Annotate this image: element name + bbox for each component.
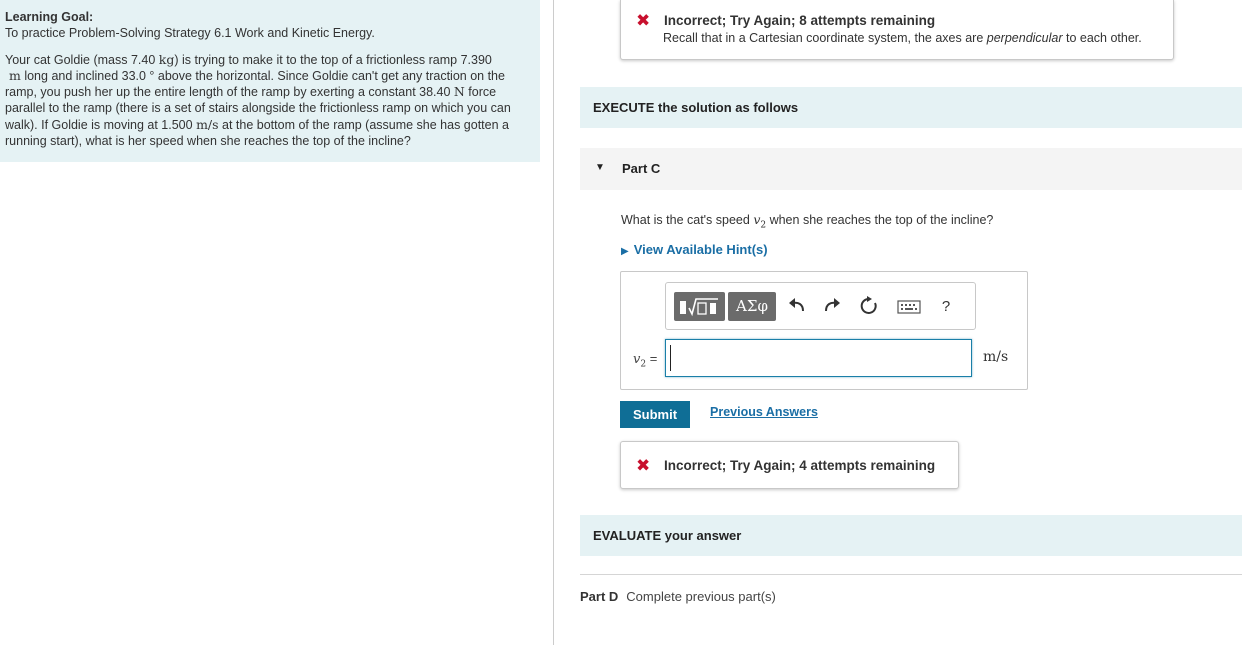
question-text-part: when she reaches the top of the incline? — [766, 213, 994, 227]
unit-kg: kg — [158, 51, 175, 67]
unit-n: N — [453, 84, 465, 100]
variable-subscript: 2 — [760, 220, 767, 231]
x-icon: ✖ — [636, 456, 651, 475]
math-toolbar — [665, 282, 976, 330]
part-d-label: Part D — [580, 589, 619, 604]
part-c-label: Part C — [622, 161, 661, 176]
collapse-triangle-icon[interactable]: ▼ — [595, 162, 605, 173]
question-text-part: What is the cat's speed — [621, 213, 754, 227]
feedback-title: Incorrect; Try Again; 8 attempts remaining — [664, 13, 936, 28]
variable-v: v — [633, 352, 641, 367]
part-d-status: Complete previous part(s) — [626, 589, 776, 604]
learning-goal-panel — [0, 0, 540, 162]
greek-symbols-button[interactable]: ΑΣφ — [728, 292, 776, 321]
problem-text: ) is trying to make it to the top of a frictionless ramp 7.390 — [174, 52, 492, 67]
answer-input[interactable] — [665, 339, 972, 377]
part-c-header[interactable] — [580, 148, 1242, 190]
previous-answers-link[interactable]: Previous Answers — [710, 405, 818, 419]
part-d-divider — [580, 574, 1242, 575]
unit-m: m — [9, 67, 21, 83]
reset-icon[interactable] — [858, 295, 880, 317]
keyboard-icon[interactable] — [897, 298, 921, 316]
text-caret — [670, 345, 671, 371]
templates-button[interactable] — [674, 292, 725, 321]
problem-text: Your cat Goldie (mass 7.40 — [5, 52, 159, 67]
problem-text: long and inclined 33.0 ° above the horizontal. Since Goldie can't get any traction on the ramp, you push her up the entire length of the ramp by exerting a constant 38.40 — [5, 68, 505, 100]
feedback-title: Incorrect; Try Again; 4 attempts remaining — [664, 458, 936, 473]
learning-goal-subtitle: To practice Problem-Solving Strategy 6.1 Work and Kinetic Energy. — [5, 26, 375, 41]
feedback-message-text: Recall that in a Cartesian coordinate system, the axes are — [663, 31, 987, 45]
evaluate-section-header: EVALUATE your answer — [580, 515, 1242, 556]
column-divider — [553, 0, 554, 645]
question-text — [621, 212, 993, 231]
equals-sign: = — [646, 351, 658, 366]
learning-goal-title: Learning Goal: — [5, 10, 94, 24]
help-icon[interactable]: ? — [941, 298, 951, 315]
feedback-message-emphasis: perpendicular — [986, 31, 1063, 45]
undo-icon[interactable] — [787, 296, 807, 316]
problem-text: force parallel to the ramp (there is a set of stairs alongside the frictionless ramp on which you can walk). If Goldie is moving at 1.500 — [5, 85, 511, 132]
view-hints-toggle[interactable] — [621, 242, 768, 257]
templates-icon — [674, 292, 725, 321]
part-d-row — [580, 589, 776, 604]
feedback-message — [663, 31, 1142, 45]
variable-v: v — [753, 212, 761, 227]
feedback-box-top — [620, 0, 1174, 60]
view-hints-label: View Available Hint(s) — [633, 242, 768, 257]
variable-subscript: 2 — [640, 359, 647, 370]
execute-section-header: EXECUTE the solution as follows — [580, 87, 1242, 128]
submit-button[interactable]: Submit — [620, 401, 690, 428]
redo-icon[interactable] — [822, 296, 842, 316]
answer-variable-label — [633, 351, 657, 370]
problem-statement — [5, 52, 534, 150]
feedback-message-text: to each other. — [1062, 31, 1142, 45]
x-icon: ✖ — [636, 11, 651, 30]
answer-unit: m/s — [983, 349, 1009, 365]
caret-right-icon: ▶ — [621, 246, 629, 257]
feedback-box-part-c — [620, 441, 959, 489]
unit-ms: m/s — [196, 116, 219, 132]
problem-text: at the bottom of the ramp (assume she has gotten a running start), what is her speed when she reaches the top of the incline? — [5, 117, 509, 149]
